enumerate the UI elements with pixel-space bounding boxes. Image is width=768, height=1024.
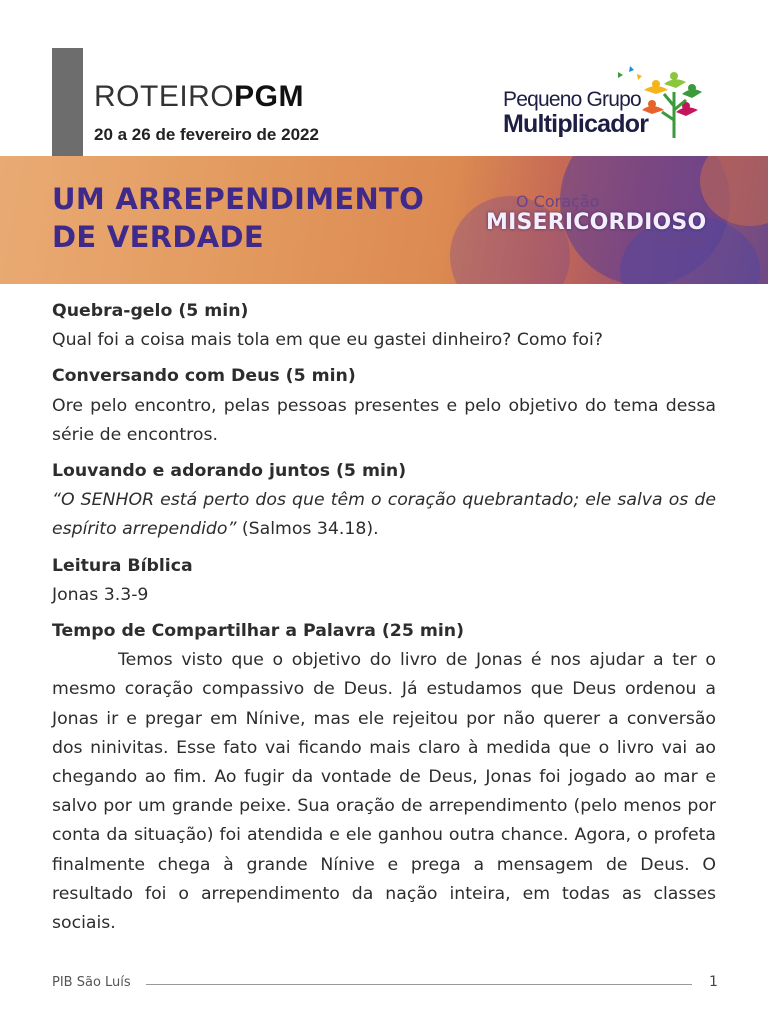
ministry-logo (500, 64, 710, 144)
title-bold: PGM (234, 80, 305, 113)
document-title (94, 80, 304, 114)
lesson-title (52, 180, 424, 256)
lesson-content (52, 297, 716, 938)
lesson-title-line1: UM ARREPENDIMENTO (52, 182, 425, 216)
logo-line1: Pequeno Grupo (503, 88, 641, 111)
footer-church-name: PIB São Luís (52, 975, 131, 990)
sharing-heading: Tempo de Compartilhar a Palavra (25 min) (52, 621, 464, 642)
lesson-title-line2: DE VERDADE (52, 220, 264, 254)
worship-heading: Louvando e adorando juntos (5 min) (52, 461, 407, 482)
logo-line2: Multiplicador (503, 110, 649, 138)
page-number: 1 (709, 974, 718, 990)
reading-heading: Leitura Bíblica (52, 555, 193, 576)
title-light: ROTEIRO (94, 80, 235, 113)
prayer-text: Ore pelo encontro, pelas pessoas presentes e pelo objetivo do tema dessa série de encontros. (52, 395, 716, 445)
reading-text: Jonas 3.3-9 (52, 584, 149, 605)
title-banner (0, 156, 768, 284)
footer-divider (146, 984, 692, 985)
worship-text (52, 486, 716, 544)
prayer-heading: Conversando com Deus (5 min) (52, 366, 356, 387)
worship-reference: (Salmos 34.18). (236, 519, 379, 540)
document-date: 20 a 26 de fevereiro de 2022 (94, 125, 319, 144)
worship-quote: “O SENHOR está perto dos que têm o coração quebrantado; ele salva os de espírito arrependido” (52, 490, 716, 540)
series-title-main: MISERICORDIOSO (486, 210, 707, 235)
header-accent-bar (52, 48, 83, 156)
sharing-text: Temos visto que o objetivo do livro de Jonas é nos ajudar a ter o mesmo coração compassivo de Deus. Já estudamos que Deus ordenou a Jonas ir e pregar em Nínive, mas ele rejeitou por não querer a conversão dos ninivitas. Esse fato vai ficando mais claro à medida que o livro vai ao chegando ao fim. Ao fugir da vontade de Deus, Jonas foi jogado ao mar e salvo por um grande peixe. Sua oração de arrependimento (pelo menos por conta da situação) foi atendida e ele ganhou outra chance. Agora, o profeta finalmente chega à grande Nínive e prega a mensagem de Deus. O resultado foi o arrependimento da nação inteira, em todas as classes sociais. (52, 650, 716, 934)
series-title-top: O Coração (516, 192, 600, 211)
icebreaker-text: Qual foi a coisa mais tola em que eu gastei dinheiro? Como foi? (52, 330, 603, 351)
series-title-bottom: de Deus (652, 234, 706, 249)
icebreaker-heading: Quebra-gelo (5 min) (52, 301, 249, 321)
